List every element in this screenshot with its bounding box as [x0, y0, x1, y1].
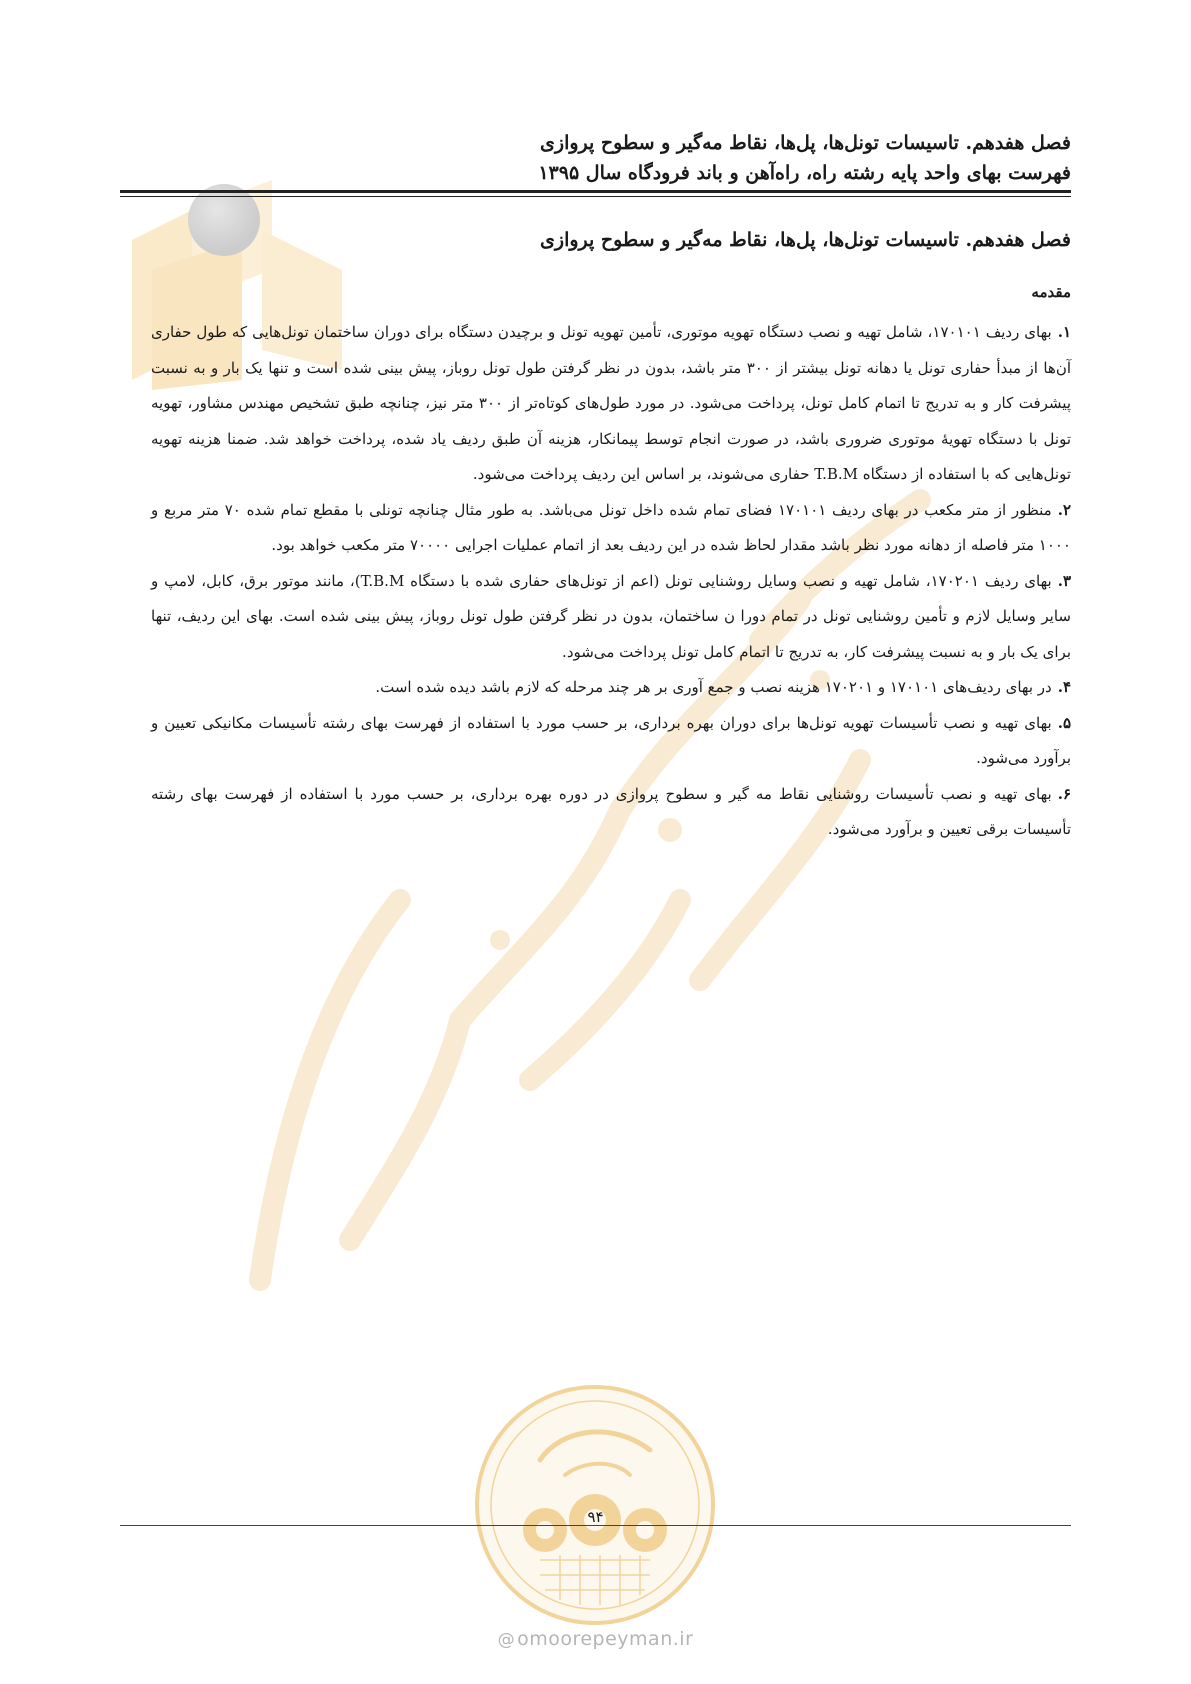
header-chapter-title: فصل هفدهم. تاسیسات تونل‌ها، پل‌ها، نقاط مه‌گیر و سطوح پروازی [540, 132, 1071, 154]
item-number: ۳. [1057, 571, 1071, 590]
list-item [151, 777, 1071, 848]
item-text: بهای تهیه و نصب تأسیسات روشنایی نقاط مه گیر و سطوح پروازی در دوره بهره برداری، بر حسب مورد با استفاده از فهرست بهای رشته تأسیسات برقی تعیین و برآورد می‌شود. [151, 784, 1071, 838]
site-url [0, 1628, 1191, 1650]
item-text: بهای ردیف ۱۷۰۲۰۱، شامل تهیه و نصب وسایل روشنایی تونل (اعم از تونل‌های حفاری شده با دستگاه T.B.M)، مانند موتور برق، کابل، لامپ و سایر وسایل لازم و تأمین روشنایی تونل در تمام دورا ن ساختمان، بدون در نظر گرفتن طول تونل روباز، پیش بینی شده است. بهای این ردیف، تنها برای یک بار و به نسبت پیشرفت کار، به تدریج تا اتمام کامل تونل پرداخت می‌شود. [151, 571, 1071, 661]
list-item [151, 493, 1071, 564]
running-header [171, 128, 1071, 188]
list-item [151, 315, 1071, 493]
at-icon: @ [497, 1630, 516, 1650]
list-item [151, 670, 1071, 706]
item-number: ۴. [1057, 678, 1071, 696]
notes-list [151, 315, 1071, 848]
intro-label: مقدمه [1031, 283, 1071, 301]
gear-seal-icon [470, 1380, 720, 1630]
item-number: ۵. [1057, 713, 1071, 732]
header-book-title: فهرست بهای واحد پایه رشته راه، راه‌آهن و باند فرودگاه سال ۱۳۹۵ [538, 162, 1071, 184]
item-text: منظور از متر مکعب در بهای ردیف ۱۷۰۱۰۱ فضای تمام شده داخل تونل می‌باشد. به طور مثال چنانچه تونلی با مقطع تمام شده ۷۰ متر مربع و ۱۰۰۰ متر فاصله از دهانه مورد نظر باشد مقدار لحاظ شده در این ردیف بعد از اتمام عملیات اجرایی ۷۰۰۰۰ متر مکعب خواهد بود. [151, 500, 1071, 554]
item-number: ۱. [1057, 323, 1072, 341]
site-url-text: omoorepeyman.ir [517, 1628, 694, 1650]
list-item [151, 706, 1071, 777]
item-text: بهای تهیه و نصب تأسیسات تهویه تونل‌ها برای دوران بهره برداری، بر حسب مورد با استفاده از فهرست بهای رشته تأسیسات مکانیکی تعیین و برآورد می‌شود. [151, 713, 1071, 767]
header-rule-thin [120, 196, 1071, 197]
section-title: فصل هفدهم. تاسیسات تونل‌ها، پل‌ها، نقاط مه‌گیر و سطوح پروازی [540, 229, 1071, 251]
item-text: بهای ردیف ۱۷۰۱۰۱، شامل تهیه و نصب دستگاه تهویه موتوری، تأمین تهویه تونل و برچیدن دستگاه برای دوران ساختمان تونل‌هایی که طول حفاری آن‌ها از مبدأ حفاری تونل یا دهانه تونل بیشتر از ۳۰۰ متر باشد، بدون در نظر گرفتن طول تونل روباز، پیش بینی شده است و تنها یک بار و به نسبت پیشرفت کار و به تدریج تا اتمام کامل تونل، پرداخت می‌شود. در مورد طول‌های کوتاه‌تر از ۳۰۰ متر نیز، چنانچه طبق تشخیص مهندس مشاور، تهویه تونل با دستگاه تهویهٔ موتوری ضروری باشد، در صورت انجام توسط پیمانکار، هزینه آن طبق ردیف یاد شده، پرداخت خواهد شد. ضمنا هزینه تهویه تونل‌هایی که با استفاده از دستگاه T.B.M حفاری می‌شوند، بر اساس این ردیف پرداخت می‌شود. [151, 323, 1072, 483]
page-number: ۹۴ [587, 1508, 604, 1526]
item-number: ۶. [1057, 784, 1071, 803]
header-rule-thick [120, 190, 1071, 193]
list-item [151, 564, 1071, 671]
item-number: ۲. [1057, 500, 1072, 519]
item-text: در بهای ردیف‌های ۱۷۰۱۰۱ و ۱۷۰۲۰۱ هزینه نصب و جمع آوری بر هر چند مرحله که لازم باشد دیده شده است. [375, 678, 1052, 696]
